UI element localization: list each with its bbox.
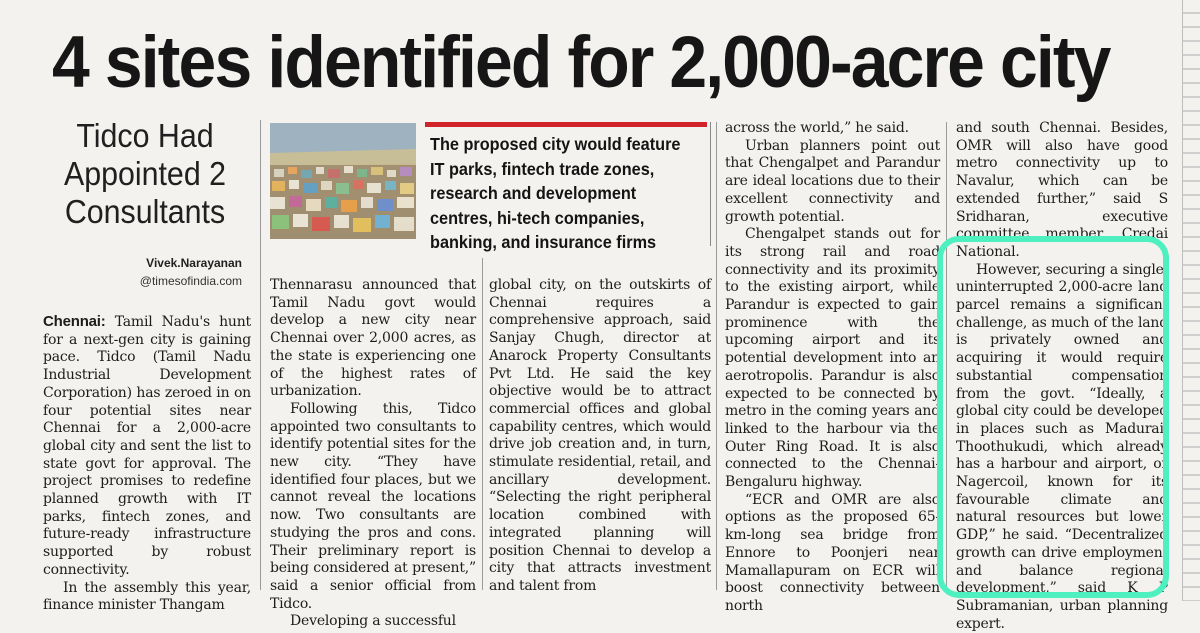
pull-quote-side-rule (710, 122, 711, 246)
column-4-paragraph-3: Chengalpet stands out for its strong rail and road connectivity and its proximity to the existing airport, while Parandur is expected to gain prominence with the upcoming airport and its potential development into an aerotropolis. Parandur is also expected to be connected by metro in the coming years and linked to the harbour via the Outer Ring Road. It is also connected to the Chennai-Bengaluru highway. (725, 226, 940, 491)
highlight-marker (937, 236, 1169, 598)
column-1-paragraph-2: In the assembly this year, finance minister Thangam (43, 579, 251, 614)
article-column-3 (489, 277, 711, 596)
column-4-paragraph-1: across the world,” he said. (725, 120, 909, 136)
dateline: Chennai: (43, 313, 106, 330)
column-2-paragraph-2: Following this, Tidco appointed two consultants to identify potential sites for the new city. “They have identified four places, but we cannot reveal the locations now. Two consultants are studying the pros and cons. Their preliminary report is being considered at present,” said a senior official from Tidco. (270, 400, 476, 612)
column-5-paragraph-2: However, securing a single, uninterrupted 2,000-acre land parcel remains a significant challenge, as much of the land is privately owned and acquiring it would require substantial compensation from the govt. “Ideally, a global city could be developed in places such as Madurai, Thoothukudi, which already has a harbour and airport, or Nagercoil, known for its favourable climate and natural resources but lower GDP,” he said. “Decentralized growth can drive employment and balance regional development,” said K P Subramanian, urban planning expert. (956, 261, 1168, 632)
city-photo-image (270, 123, 416, 239)
article-column-1 (43, 313, 251, 615)
article-column-4 (725, 120, 940, 616)
column-4-paragraph-4: “ECR and OMR are also options as the proposed 65-km-long sea bridge from Ennore to Poonjeri near Mamallapuram on ECR will boost connectivity between north (725, 491, 940, 614)
column-3-paragraph-1: global city, on the outskirts of Chennai requires a comprehensive approach, said Sanjay Chugh, director at Anarock Property Consultants Pvt Ltd. He said the key objective would be to attract commercial offices and global capability centres, which would drive job creation and, in turn, stimulate residential, retail, and ancillary development. “Selecting the right peripheral location combined with integrated planning will position Chennai to develop a city that attracts investment and talent from (489, 277, 711, 594)
adjacent-page-edge (1182, 0, 1200, 601)
column-2-paragraph-3: Developing a successful (290, 613, 456, 630)
pull-quote: The proposed city would feature IT parks, fintech trade zones, research and development centres, hi-tech companies, banking, and insurance firms (430, 134, 681, 252)
column-divider (260, 120, 261, 590)
headline: 4 sites identified for 2,000-acre city (52, 22, 1110, 103)
column-divider (482, 258, 483, 590)
byline-email: @timesofindia.com (139, 274, 242, 288)
column-1-paragraph-1-text: Tamil Nadu's hunt for a next-gen city is gaining pace. Tidco (Tamil Nadu Industrial Development Corporation) has zeroed in on four potential sites near Chennai for a 2,000-acre global city and sent the list to state govt for approval. The project promises to redefine planned growth with IT parks, fintech zones, and future-ready infrastructure supported by robust connectivity. (43, 314, 251, 578)
city-photo (270, 123, 416, 239)
pull-quote-rule (425, 122, 707, 127)
sidebar-headline: Tidco Had Appointed 2 Consultants (63, 117, 227, 230)
article-column-2 (270, 277, 476, 631)
column-4-paragraph-2: Urban planners point out that Chengalpet and Parandur are ideal locations due to their excellent connectivity and growth potential. (725, 137, 940, 225)
column-1-paragraph-1 (43, 313, 251, 580)
column-5-paragraph-1: and south Chennai. Besides, OMR will also have good metro connectivity up to Navalur, which can be extended further,” said S Sridharan, executive committee member, Credai National. (956, 120, 1168, 260)
column-divider (716, 122, 717, 590)
column-2-paragraph-1: Thennarasu announced that Tamil Nadu govt would develop a new city near Chennai over 2,000 acres, as the state is experiencing one of the highest rates of urbanization. (270, 277, 476, 400)
byline-name: Vivek.Narayanan (146, 256, 242, 270)
